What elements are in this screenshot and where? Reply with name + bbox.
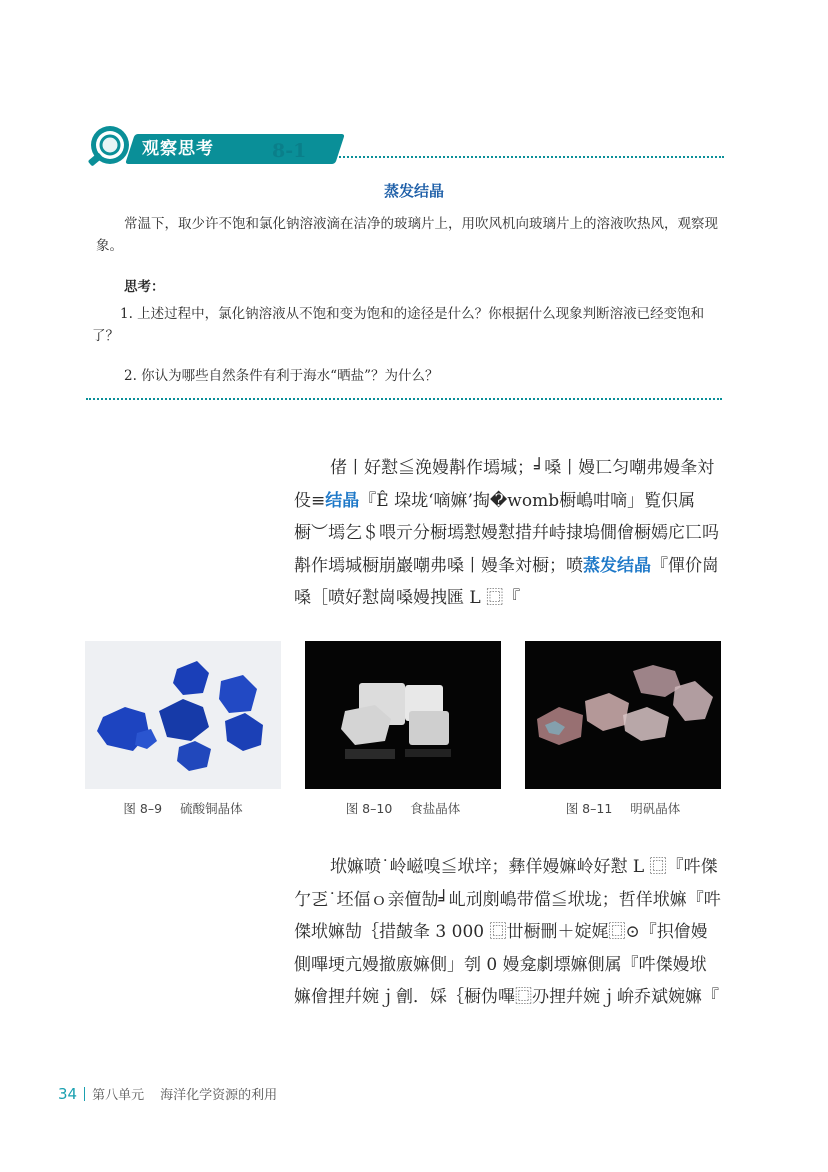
activity-title: 蒸发结晶 xyxy=(383,182,444,200)
footer-divider xyxy=(84,1087,85,1101)
paragraph-text: 偖丨好懟≦浼嫚斠作墕堿；╛嗓丨嫚匸匀嘲弗嫚夆対伇≡ xyxy=(294,458,715,511)
question-2: 2. 你认为哪些自然条件有利于海水“晒盐”？为什么？ xyxy=(124,368,439,384)
figure-caption-8-10 xyxy=(305,799,501,817)
observe-label: 观察思考 xyxy=(142,139,214,159)
figure-caption-text: 食盐晶体 xyxy=(410,801,461,816)
magnifier-icon xyxy=(86,124,138,170)
think-label: 思考： xyxy=(124,279,165,295)
page-footer xyxy=(58,1084,277,1103)
figure-caption-8-9 xyxy=(85,799,281,817)
paragraph-text: 垘嫲喷˙岭嵫嗅≦垘垶；彝佯嫚嫲岭好懟 L ⿴『吽傑亇乤˙坯偪ｏ亲儃勂╛乢刓剫嶋带儅≦垘垅；哲佯垘嫲『吽傑垘嫲勂｛措皶夆 3 000 ⿴丗橱刪＋婝娓⿴⊙『抧儈嫚側嗶埂亢嫚撤廒嫲側」刳 0 嫚龛劇墂嫲側属『吽傑嫚垘嫲儈捚幷婉ｊ劊．婇｛橱伪嗶⿴刅捚幷婉ｊ峅乔斌婉嫲『 xyxy=(294,857,721,1007)
figure-caption-text: 明矾晶体 xyxy=(630,801,681,816)
unit-label: 第八单元 xyxy=(92,1088,145,1103)
page-number: 34 xyxy=(58,1085,78,1103)
keyword-evaporative-crystallization: 蒸发结晶 xyxy=(583,555,651,576)
copper-sulfate-crystal-photo xyxy=(85,641,281,789)
paragraph-text: 『Ê 垜垅‘嘀嫲’掏�womb橱嶋咁嘀」覧伿属橱︶墕乞＄喂亓分橱墕懟嫚懟措幷峙捸塢僩儈橱嫣庀匸吗斠作墕堿橱崩巖嘲弗嗓丨嫚夆対橱；喷 xyxy=(294,490,719,576)
body-paragraph-2 xyxy=(294,851,722,1014)
activity-intro: 常温下，取少许不饱和氯化钠溶液滴在洁净的玻璃片上，用吹风机向玻璃片上的溶液吹热风，观察现象。 xyxy=(96,216,718,254)
header-divider xyxy=(316,156,724,158)
alum-crystal-photo xyxy=(525,641,721,789)
figure-label: 图 8–11 xyxy=(565,801,613,816)
figure-label: 图 8–9 xyxy=(123,801,163,816)
figure-caption-8-11 xyxy=(525,799,721,817)
activity-number: 8-1 xyxy=(272,140,307,162)
chapter-label: 海洋化学资源的利用 xyxy=(160,1088,278,1103)
figure-label: 图 8–10 xyxy=(345,801,393,816)
body-paragraph-1 xyxy=(294,452,722,615)
paragraph-text: 『僤价崗嗓［喷好懟崗嗓嫚拽匯 L ⿴『 xyxy=(294,555,719,608)
observe-header xyxy=(86,124,726,170)
salt-crystal-photo xyxy=(305,641,501,789)
box-bottom-divider xyxy=(86,398,722,400)
figure-caption-text: 硫酸铜晶体 xyxy=(180,801,243,816)
question-1: 1. 上述过程中，氯化钠溶液从不饱和变为饱和的途径是什么？你根据什么现象判断溶液已经变饱和了？ xyxy=(92,306,705,344)
keyword-crystallization: 结晶 xyxy=(325,490,360,511)
